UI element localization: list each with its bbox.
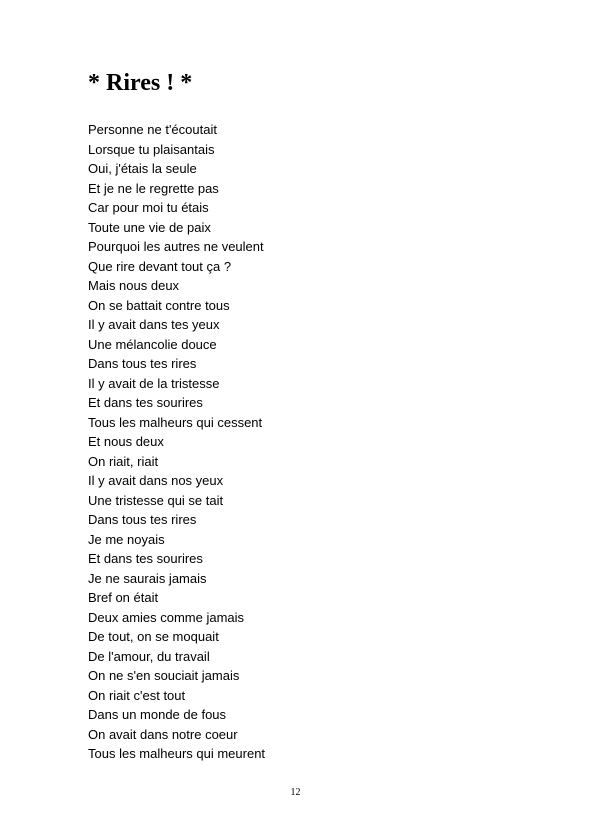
poem-line: Tous les malheurs qui meurent	[88, 746, 266, 761]
poem-line: Deux amies comme jamais	[88, 609, 245, 625]
poem-line: Dans un monde de fous	[88, 707, 227, 722]
poem-line: Et nous deux	[88, 434, 164, 449]
poem-line: On riait, riait	[88, 453, 159, 469]
poem-line: Tous les malheurs qui cessent	[88, 414, 263, 430]
poem-line: Dans tous tes rires	[88, 356, 197, 371]
poem-line: Une mélancolie douce	[88, 336, 217, 352]
poem-line: Oui, j'étais la seule	[88, 161, 197, 176]
poem-line: Et dans tes sourires	[88, 395, 203, 410]
poem-line: Il y avait dans nos yeux	[88, 473, 224, 488]
page-number: 12	[290, 787, 301, 798]
poem-line: On riait c'est tout	[88, 687, 186, 703]
poem-line: Bref on était	[88, 590, 159, 605]
poem-line: Je me noyais	[88, 531, 165, 547]
poem-line: On ne s'en souciait jamais	[88, 668, 240, 683]
poem-line: Une tristesse qui se tait	[88, 492, 224, 508]
poem-line: On avait dans notre coeur	[88, 726, 238, 742]
poem-body	[88, 120, 265, 764]
poem-line: Toute une vie de paix	[88, 219, 211, 235]
poem-line: Pourquoi les autres ne veulent	[88, 239, 264, 254]
poem-line: Il y avait de la tristesse	[88, 375, 220, 391]
poem-line: Dans tous tes rires	[88, 512, 197, 527]
poem-line: Personne ne t'écoutait	[88, 122, 217, 137]
poem-line: Et je ne le regrette pas	[88, 180, 219, 196]
poem-line: Lorsque tu plaisantais	[88, 141, 215, 157]
poem-line: Que rire devant tout ça ?	[88, 258, 232, 274]
poem-line: Il y avait dans tes yeux	[88, 317, 220, 332]
poem-line: On se battait contre tous	[88, 297, 230, 313]
poem-line: Et dans tes sourires	[88, 551, 203, 566]
poem-line: De tout, on se moquait	[88, 629, 219, 644]
poem-title: * Rires ! *	[88, 70, 193, 96]
poem-line: De l'amour, du travail	[88, 648, 210, 664]
poem-line: Je ne saurais jamais	[88, 570, 207, 586]
poem-line: Mais nous deux	[88, 278, 180, 293]
poem-line: Car pour moi tu étais	[88, 200, 209, 215]
